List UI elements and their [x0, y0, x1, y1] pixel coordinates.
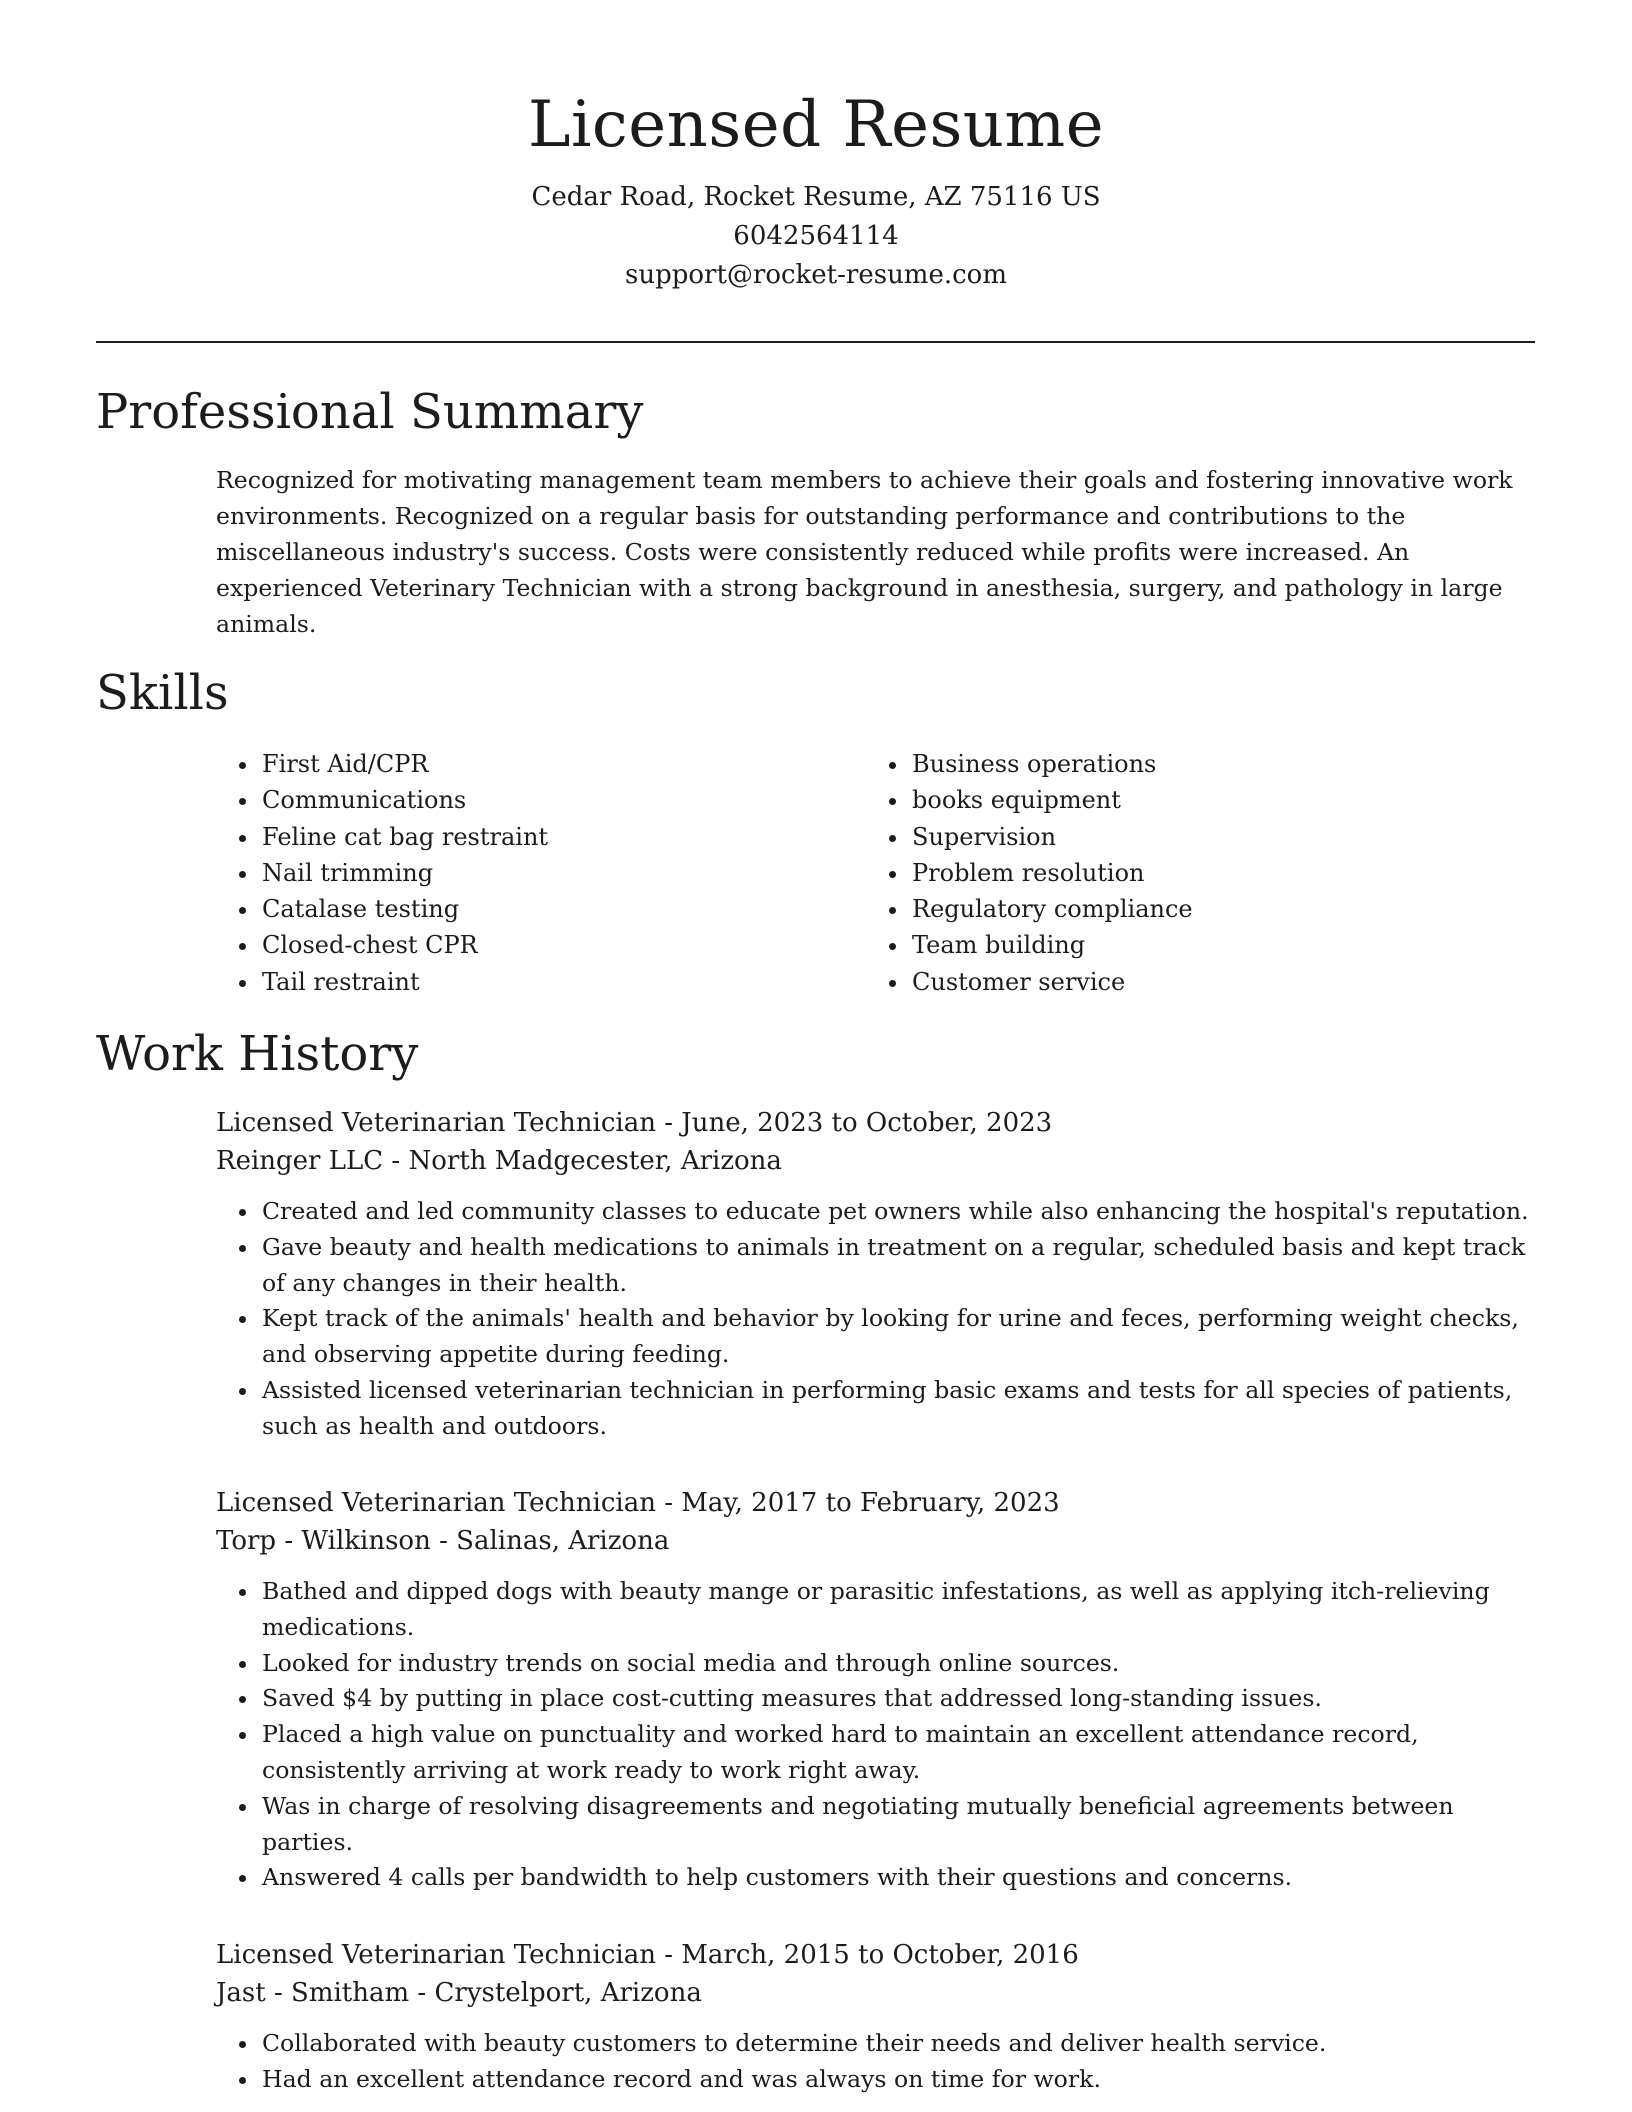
summary-text: Recognized for motivating management team members to achieve their goals and fostering innovative work environments. Recognized on a regular basis for outstanding performance and contributions to the miscellaneous industry's success. Costs were consistently reduced while profits were increased. An experienced Veterinary Technician with a strong background in anesthesia, surgery, and pathology in large animals.: [216, 466, 1513, 638]
job-bullet: • Had an excellent attendance record and was always on time for work.: [260, 2062, 1546, 2098]
job-bullet: • Was in charge of resolving disagreements and negotiating mutually beneficial agreements between parties.: [260, 1789, 1546, 1861]
job-location: North Madgecester, Arizona: [408, 1146, 782, 1176]
address: Cedar Road, Rocket Resume, AZ 75116 US: [531, 182, 1101, 212]
separator: -: [409, 1978, 435, 2008]
job-bullet: • Bathed and dipped dogs with beauty mange or parasitic infestations, as well as applying itch-relieving medications.: [260, 1574, 1546, 1646]
phone: 6042564114: [733, 221, 899, 251]
separator: -: [655, 1108, 682, 1138]
separator: -: [655, 1940, 682, 1970]
job-company-line: [216, 1142, 1546, 1180]
skill-item: • Feline cat bag restraint: [260, 819, 866, 855]
job-company-line: [216, 1974, 1546, 2012]
job-bullets: [216, 1194, 1546, 1445]
job-bullet: • Collaborated with beauty customers to determine their needs and deliver health service.: [260, 2026, 1546, 2062]
job-bullets: [216, 1574, 1546, 1896]
skill-item: • Supervision: [910, 819, 1516, 855]
skill-item: • Nail trimming: [260, 855, 866, 891]
job-dates: June, 2023 to October, 2023: [681, 1108, 1053, 1138]
job-dates: May, 2017 to February, 2023: [681, 1488, 1060, 1518]
job-title-line: [216, 1484, 1546, 1522]
skill-item: • Business operations: [910, 746, 1516, 782]
job-bullet: • Created and led community classes to educate pet owners while also enhancing the hospital's reputation.: [260, 1194, 1546, 1230]
job-location: Crystelport, Arizona: [434, 1978, 702, 2008]
job-bullet: • Placed a high value on punctuality and worked hard to maintain an excellent attendance record, consistently arriving at work ready to work right away.: [260, 1717, 1546, 1789]
job-entry: [216, 1936, 1546, 2098]
skill-item: • Tail restraint: [260, 964, 866, 1000]
job-bullet: • Kept track of the animals' health and behavior by looking for urine and feces, performing weight checks, and observing appetite during feeding.: [260, 1301, 1546, 1373]
job-bullet: • Gave beauty and health medications to animals in treatment on a regular, scheduled basis and kept track of any changes in their health.: [260, 1230, 1546, 1302]
separator: -: [430, 1526, 457, 1556]
job-title: Licensed Veterinarian Technician: [216, 1940, 656, 1970]
skill-item: • Closed-chest CPR: [260, 927, 866, 963]
skill-item: • Team building: [910, 927, 1516, 963]
job-title-line: [216, 1104, 1546, 1142]
section-title-summary: Professional Summary: [96, 384, 644, 440]
job-company: Reinger LLC: [216, 1146, 384, 1176]
job-bullet: • Saved $4 by putting in place cost-cutting measures that addressed long-standing issues.: [260, 1681, 1546, 1717]
skill-item: • books equipment: [910, 782, 1516, 818]
skill-item: • Regulatory compliance: [910, 891, 1516, 927]
skills-column-right: [866, 746, 1516, 1000]
header-divider: [96, 341, 1535, 343]
job-company-line: [216, 1522, 1546, 1560]
job-title-line: [216, 1936, 1546, 1974]
job-location: Salinas, Arizona: [456, 1526, 670, 1556]
contact-info: [0, 178, 1632, 295]
skill-item: • Problem resolution: [910, 855, 1516, 891]
section-title-skills: Skills: [96, 665, 229, 721]
job-bullet: • Answered 4 calls per bandwidth to help customers with their questions and concerns.: [260, 1860, 1546, 1896]
separator: -: [655, 1488, 682, 1518]
skill-item: • Customer service: [910, 964, 1516, 1000]
section-title-work-history: Work History: [96, 1026, 419, 1082]
resume-header: [0, 82, 1632, 295]
job-entry: [216, 1104, 1546, 1445]
job-bullet: • Looked for industry trends on social media and through online sources.: [260, 1646, 1546, 1682]
job-company: Jast - Smitham: [216, 1978, 410, 2008]
skill-item: • First Aid/CPR: [260, 746, 866, 782]
resume-name: Licensed Resume: [527, 88, 1105, 162]
job-bullets: [216, 2026, 1546, 2098]
job-entry: [216, 1484, 1546, 1896]
separator: -: [383, 1146, 409, 1176]
skill-item: • Communications: [260, 782, 866, 818]
skills-column-left: [216, 746, 866, 1000]
job-company: Torp - Wilkinson: [216, 1526, 431, 1556]
job-title: Licensed Veterinarian Technician: [216, 1488, 656, 1518]
job-bullet: • Assisted licensed veterinarian technician in performing basic exams and tests for all species of patients, such as health and outdoors.: [260, 1373, 1546, 1445]
job-dates: March, 2015 to October, 2016: [681, 1940, 1079, 1970]
job-title: Licensed Veterinarian Technician: [216, 1108, 656, 1138]
skill-item: • Catalase testing: [260, 891, 866, 927]
skills-list: [216, 746, 1536, 1000]
email: support@rocket-resume.com: [624, 260, 1007, 290]
